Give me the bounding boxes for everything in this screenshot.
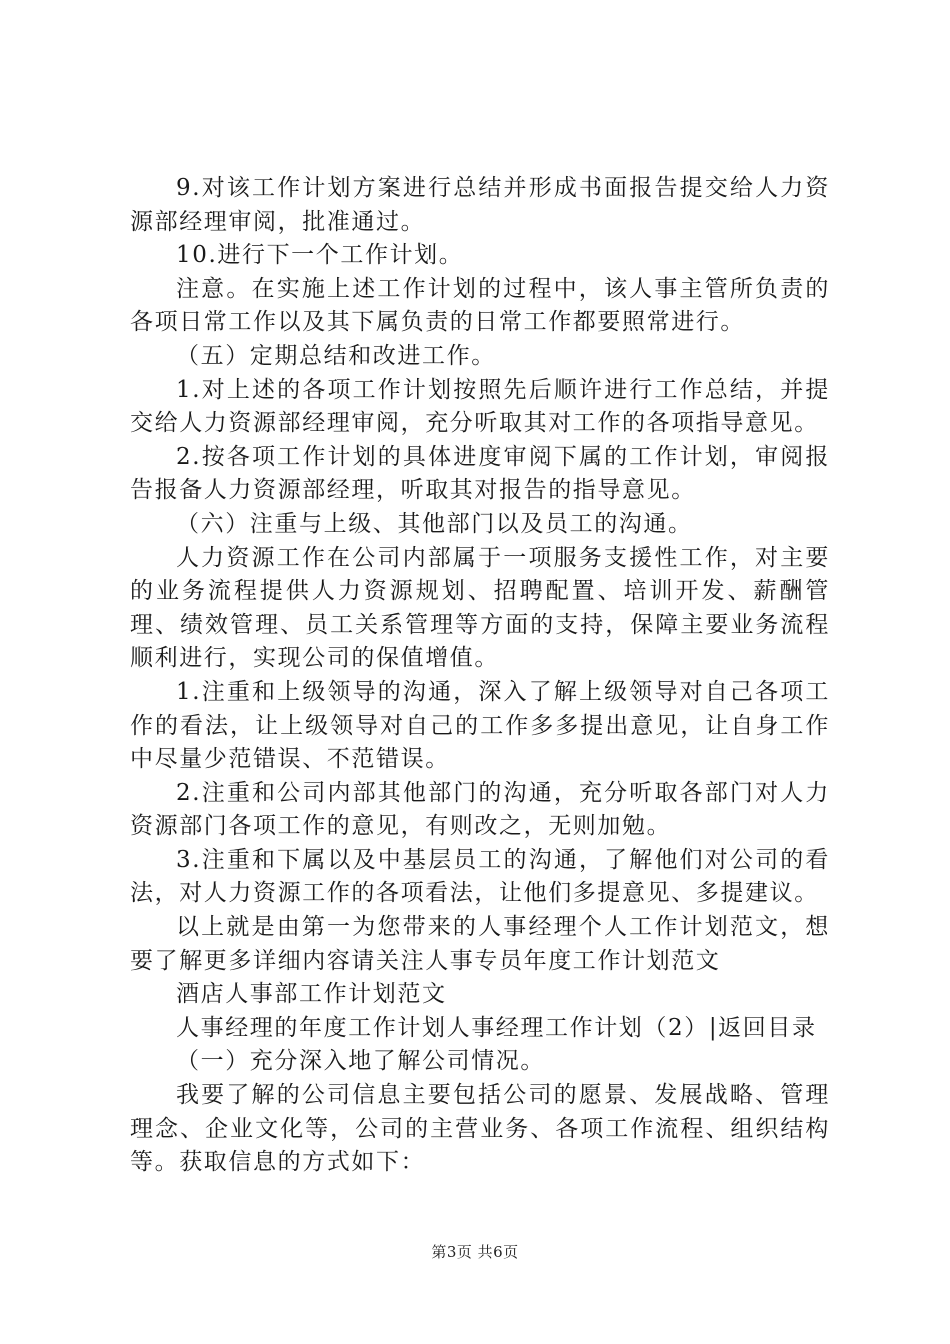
paragraph-10: 2.注重和公司内部其他部门的沟通，充分听取各部门对人力资源部门各项工作的意见，有则改之，无则加勉。 [130, 779, 830, 840]
section-title-return-toc: 人事经理的年度工作计划人事经理工作计划（2）|返回目录 [176, 1014, 817, 1041]
section-heading-6: （六）注重与上级、其他部门以及员工的沟通。 [176, 510, 693, 537]
paragraph-16: 我要了解的公司信息主要包括公司的愿景、发展战略、管理理念、企业文化等，公司的主营业务、各项工作流程、组织结构等。获取信息的方式如下： [130, 1082, 830, 1176]
paragraph-3: 注意。在实施上述工作计划的过程中，该人事主管所负责的各项日常工作以及其下属负责的日常工作都要照常进行。 [130, 275, 830, 336]
page-number-footer: 第3页 共6页 [431, 1243, 519, 1261]
paragraph-12: 以上就是由第一为您带来的人事经理个人工作计划范文，想要了解更多详细内容请关注人事专员年度工作计划范文 [130, 914, 830, 974]
paragraph-8: 人力资源工作在公司内部属于一项服务支援性工作，对主要的业务流程提供人力资源规划、招聘配置、培训开发、薪酬管理、绩效管理、员工关系管理等方面的支持，保障主要业务流程顺利进行，实现公司的保值增值。 [130, 544, 830, 672]
section-heading-1: （一）充分深入地了解公司情况。 [176, 1048, 545, 1075]
paragraph-9: 1.注重和上级领导的沟通，深入了解上级领导对自己各项工作的看法，让上级领导对自己的工作多多提出意见，让自身工作中尽量少范错误、不范错误。 [130, 678, 830, 773]
paragraph-1: 9.对该工作计划方案进行总结并形成书面报告提交给人力资源部经理审阅，批准通过。 [130, 175, 830, 235]
paragraph-2: 10.进行下一个工作计划。 [176, 242, 464, 269]
section-heading-5: （五）定期总结和改进工作。 [176, 342, 496, 369]
related-link-title: 酒店人事部工作计划范文 [176, 981, 447, 1008]
paragraph-11: 3.注重和下属以及中基层员工的沟通，了解他们对公司的看法，对人力资源工作的各项看法，让他们多提意见、多提建议。 [130, 846, 830, 907]
paragraph-6: 2.按各项工作计划的具体进度审阅下属的工作计划，审阅报告报备人力资源部经理，听取其对报告的指导意见。 [130, 443, 830, 504]
paragraph-5: 1.对上述的各项工作计划按照先后顺许进行工作总结，并提交给人力资源部经理审阅，充分听取其对工作的各项指导意见。 [130, 376, 830, 437]
document-body [130, 172, 830, 1180]
